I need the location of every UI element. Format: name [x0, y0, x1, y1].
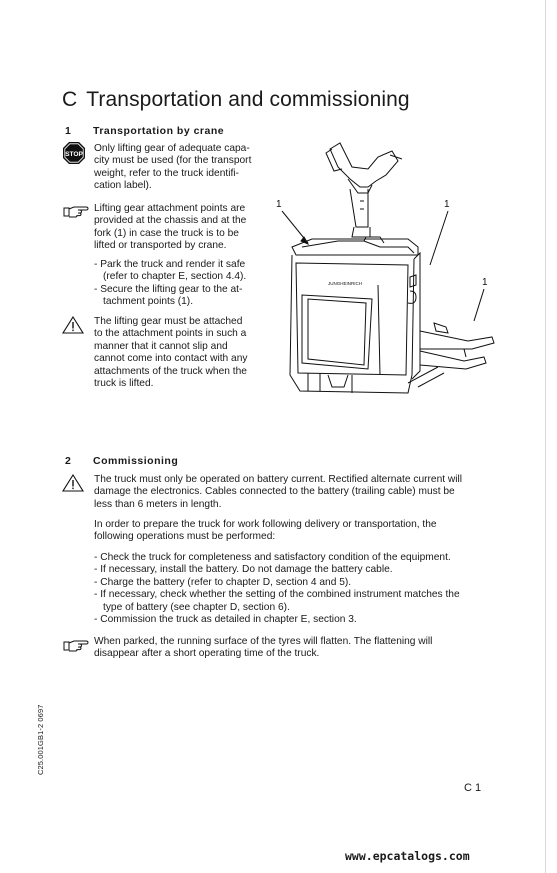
section-1-heading: Transportation by crane	[93, 125, 225, 137]
step-item: - If necessary, check whether the setting of the combined instrument matches the	[94, 589, 460, 601]
section-2-heading: Commissioning	[93, 455, 179, 467]
step-item-cont: tachment points (1).	[103, 296, 194, 308]
attachment-note-line: fork (1) in case the truck is to be	[94, 227, 239, 239]
battery-warning-line: The truck must only be operated on battery current. Rectified alternate current will	[94, 474, 463, 485]
section-2-number: 2	[65, 455, 71, 467]
stop-note-line: Only lifting gear of adequate capa-	[94, 143, 250, 154]
step-item-cont: type of battery (see chapter D, section 6).	[103, 601, 290, 613]
chapter-letter: C	[62, 88, 78, 111]
lifting-warning	[94, 316, 266, 390]
commissioning-intro	[94, 519, 495, 544]
page-number: C 1	[464, 782, 482, 794]
pallet-truck-illustration	[268, 135, 498, 405]
lifting-warning-line: truck is lifted.	[94, 378, 154, 390]
lifting-warning-line: to the attachment points in such a	[94, 328, 247, 340]
stop-sign-icon	[62, 141, 86, 165]
chapter-title	[62, 88, 410, 112]
stop-note-line: city must be used (for the transport	[94, 155, 252, 167]
intro-line: In order to prepare the truck for work following delivery or transportation, the	[94, 519, 437, 530]
parking-note-line: When parked, the running surface of the tyres will flatten. The flattening will	[94, 636, 433, 647]
callout-number: 1	[444, 199, 450, 210]
stop-note	[94, 143, 266, 193]
intro-line: following operations must be performed:	[94, 531, 276, 543]
lifting-warning-line: manner that it cannot slip and	[94, 340, 228, 352]
attachment-note-line: lifted or transported by crane.	[94, 240, 227, 252]
stop-icon-label: STOP	[65, 150, 83, 158]
stop-note-line: weight, refer to the truck identifi-	[94, 167, 239, 179]
warning-triangle-icon	[62, 474, 84, 492]
warning-triangle-icon	[62, 316, 84, 334]
lifting-warning-line: cannot come into contact with any	[94, 353, 248, 365]
step-item-cont: (refer to chapter E, section 4.4).	[103, 271, 247, 283]
step-item: - Secure the lifting gear to the at-	[94, 283, 243, 295]
commissioning-steps	[94, 552, 495, 626]
attachment-note-line: provided at the chassis and at the	[94, 215, 247, 227]
pointing-hand-icon	[63, 204, 89, 218]
attachment-note-line: Lifting gear attachment points are	[94, 203, 246, 214]
callout-number: 1	[276, 199, 282, 210]
lifting-warning-line: The lifting gear must be attached	[94, 316, 243, 327]
parking-note-line: disappear after a short operating time of the truck.	[94, 648, 320, 660]
page-edge-line	[545, 0, 546, 873]
battery-warning	[94, 474, 495, 511]
battery-warning-line: damage the electronics. Cables connected to the battery (trailing cable) must be	[94, 486, 455, 498]
lifting-warning-line: attachments of the truck when the	[94, 365, 247, 377]
parking-note	[94, 636, 495, 661]
watermark-url: www.epcatalogs.com	[345, 849, 470, 863]
document-code: C25.001GB1-2 0697	[36, 704, 45, 775]
chapter-title-text: Transportation and commissioning	[86, 88, 410, 111]
crane-steps	[94, 259, 266, 309]
step-item: - If necessary, install the battery. Do not damage the battery cable.	[94, 564, 393, 576]
step-item: - Check the truck for completeness and satisfactory condition of the equipment.	[94, 552, 451, 563]
battery-warning-line: less than 6 meters in length.	[94, 498, 222, 510]
pointing-hand-icon	[63, 638, 89, 652]
brand-label: JUNGHEINRICH	[328, 281, 363, 286]
attachment-note	[94, 203, 266, 253]
callout-number: 1	[482, 277, 488, 288]
section-1-number: 1	[65, 125, 71, 137]
stop-note-line: cation label).	[94, 180, 152, 192]
step-item: - Charge the battery (refer to chapter D, section 4 and 5).	[94, 576, 352, 588]
step-item: - Park the truck and render it safe	[94, 259, 246, 270]
step-item: - Commission the truck as detailed in chapter E, section 3.	[94, 614, 357, 626]
